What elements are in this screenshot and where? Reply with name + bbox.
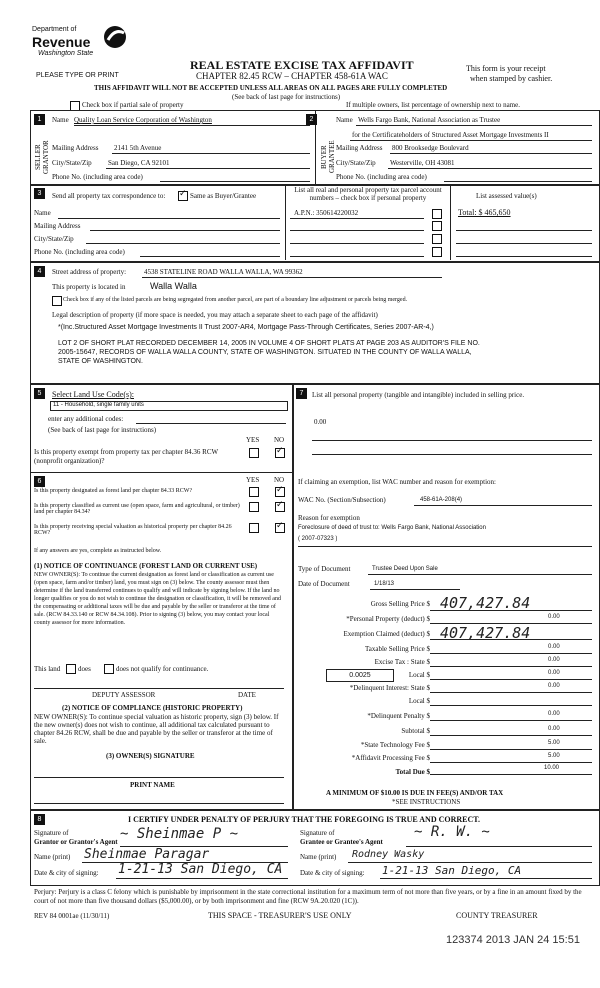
delinquent-penalty[interactable]: 0.00 <box>548 711 560 717</box>
see-back-note: (See back of last page for instructions) <box>232 93 341 101</box>
cashier-stamp: 123374 2013 JAN 24 15:51 <box>446 934 580 946</box>
receipt-note1: This form is your receipt <box>466 64 546 73</box>
grantee-date-city[interactable]: 1-21-13 San Diego, CA <box>382 864 522 877</box>
gross-selling-price[interactable]: 407,427.84 <box>440 594 531 612</box>
seller-name[interactable]: Quality Loan Service Corporation of Washington <box>74 116 212 124</box>
seller-side-label: SELLER GRANTOR <box>34 140 50 174</box>
section-1-number: 1 <box>34 114 45 125</box>
exemption-claimed[interactable]: 407,427.84 <box>440 624 531 642</box>
partial-sale-label: Check box if partial sale of property <box>82 101 184 109</box>
excise-tax-state[interactable]: 0.00 <box>548 657 560 663</box>
dept-line1: Department of <box>32 26 77 33</box>
form-revision: REV 84 0001ae (11/30/11) <box>34 912 110 920</box>
section-8-number: 8 <box>34 814 45 825</box>
dor-swoosh-icon <box>102 24 128 50</box>
section-5-number: 5 <box>34 388 45 399</box>
treasurer-use-label: THIS SPACE - TREASURER'S USE ONLY <box>208 911 352 920</box>
assessed-value[interactable]: Total: $ 465,650 <box>458 208 511 217</box>
document-type[interactable]: Trustee Deed Upon Sale <box>372 566 438 572</box>
grantor-print-name[interactable]: Sheinmae Paragar <box>84 847 210 862</box>
property-street[interactable]: 4538 STATELINE ROAD WALLA WALLA, WA 99362 <box>144 268 303 276</box>
affidavit-processing-fee[interactable]: 5.00 <box>548 753 560 759</box>
receipt-note2: when stamped by cashier. <box>470 74 553 83</box>
perjury-notice: Perjury: Perjury is a class C felony which is punishable by imprisonment in the state correctional institution for a maximum term of not more than five years, or by a fine in an amount fixed by the court of not more than five thousand dollars ($5,000.00), or by both imprisonment and fine (RCW 9A.20.020 (1C)). <box>34 888 582 905</box>
warning-text: THIS AFFIDAVIT WILL NOT BE ACCEPTED UNLESS ALL AREAS ON ALL PAGES ARE FULLY COMPLETED <box>94 84 448 92</box>
legal-description-3[interactable]: 2005-15647, RECORDS OF WALLA WALLA COUNTY, STATE OF WASHINGTON. SITUATED IN THE COUNTY OF WALLA WALLA, <box>58 349 472 356</box>
assessed-header: List assessed value(s) <box>476 192 537 200</box>
buyer-name2[interactable]: for the Certificateholders of Structured Asset Mortgage Investments II <box>352 131 549 139</box>
land-use-select[interactable]: 11 - Household, single family units <box>50 401 288 411</box>
land-does-not-checkbox[interactable] <box>104 664 114 674</box>
section-4-number: 4 <box>34 266 45 277</box>
section-4 <box>30 262 600 384</box>
section-7-number: 7 <box>296 388 307 399</box>
exempt-yes[interactable] <box>249 448 259 458</box>
form-chapter: CHAPTER 82.45 RCW – CHAPTER 458-61A WAC <box>196 71 388 81</box>
buyer-city[interactable]: Westerville, OH 43081 <box>390 159 455 167</box>
taxable-selling-price[interactable]: 0.00 <box>548 644 560 650</box>
section-3-number: 3 <box>34 188 45 199</box>
forest-yes[interactable] <box>249 487 259 497</box>
seller-mailing[interactable]: 2141 5th Avenue <box>114 144 162 152</box>
parcel-list-header: List all real and personal property tax parcel account numbers – check box if personal property <box>294 186 442 202</box>
land-does-checkbox[interactable] <box>66 664 76 674</box>
buyer-name[interactable]: Wells Fargo Bank, National Association as Trustee <box>358 116 501 124</box>
exempt-no[interactable] <box>275 448 285 458</box>
state-technology-fee[interactable]: 5.00 <box>548 740 560 746</box>
segregated-checkbox[interactable] <box>52 296 62 306</box>
exemption-reason2[interactable]: ( 2007-07323 ) <box>298 536 338 542</box>
historic-no[interactable] <box>275 523 285 533</box>
legal-description-2[interactable]: LOT 2 OF SHORT PLAT RECORDED DECEMBER 14, 2005 IN VOLUME 4 OF SHORT PLATS AT PAGE 203 AS AUDITOR'S FILE NO. <box>58 340 480 347</box>
personal-property-checkbox-2[interactable] <box>432 221 442 231</box>
historic-yes[interactable] <box>249 523 259 533</box>
print-note: PLEASE TYPE OR PRINT <box>36 72 119 79</box>
parcel-number[interactable]: A.P.N.: 350614220032 <box>294 209 359 217</box>
grantee-print-name[interactable]: Rodney Wasky <box>352 849 425 860</box>
personal-property-checkbox-4[interactable] <box>432 247 442 257</box>
personal-property-checkbox-3[interactable] <box>432 234 442 244</box>
excise-tax-local[interactable]: 0.00 <box>548 670 560 676</box>
personal-property-value[interactable]: 0.00 <box>314 418 327 426</box>
personal-property-deduct[interactable]: 0.00 <box>548 614 560 620</box>
form-title: REAL ESTATE EXCISE TAX AFFIDAVIT <box>190 58 414 72</box>
total-due[interactable]: 10.00 <box>544 765 560 771</box>
document-date[interactable]: 1/18/13 <box>374 581 395 587</box>
exemption-reason[interactable]: Foreclosure of deed of trust to: Wells Fargo Bank, National Association <box>298 525 486 531</box>
county-treasurer-label: COUNTY TREASURER <box>456 911 538 920</box>
current-use-no[interactable] <box>275 502 285 512</box>
buyer-side-label: BUYER GRANTEE <box>320 140 336 174</box>
buyer-mailing[interactable]: 800 Brooksedge Boulevard <box>392 144 469 152</box>
delinquent-interest-state[interactable]: 0.00 <box>548 683 560 689</box>
dept-line3: Washington State <box>38 50 94 57</box>
property-county[interactable]: Walla Walla <box>150 281 197 291</box>
same-as-buyer-checkbox[interactable] <box>178 191 188 201</box>
dept-line2: Revenue <box>32 34 91 50</box>
personal-property-checkbox-1[interactable] <box>432 209 442 219</box>
legal-description-1[interactable]: *(Inc.Structured Asset Mortgage Investments II Trust 2007-AR4, Mortgage Pass-Through Certificates, Series 2007-AR-4,) <box>58 324 434 331</box>
grantor-signature[interactable]: ~ Sheinmae P ~ <box>120 826 239 842</box>
section-6-number: 6 <box>34 476 45 487</box>
send-correspondence-label: Send all property tax correspondence to: <box>52 192 166 200</box>
local-rate-box[interactable]: 0.0025 <box>326 669 394 682</box>
legal-description-4[interactable]: STATE OF WASHINGTON. <box>58 358 143 365</box>
section-2-number: 2 <box>306 114 317 125</box>
current-use-yes[interactable] <box>249 502 259 512</box>
forest-no[interactable] <box>275 487 285 497</box>
exempt-question: Is this property exempt from property tax per chapter 84.36 RCW (nonprofit organization)? <box>34 448 218 465</box>
seller-city[interactable]: San Diego, CA 92101 <box>108 159 170 167</box>
wac-number[interactable]: 458-61A-208(4) <box>420 497 463 503</box>
subtotal[interactable]: 0.00 <box>548 726 560 732</box>
dor-logo <box>30 22 140 62</box>
grantor-date-city[interactable]: 1-21-13 San Diego, CA <box>118 862 283 877</box>
grantee-signature[interactable]: ~ R. W. ~ <box>414 824 490 840</box>
multiple-owners-note: If multiple owners, list percentage of ownership next to name. <box>346 101 520 109</box>
